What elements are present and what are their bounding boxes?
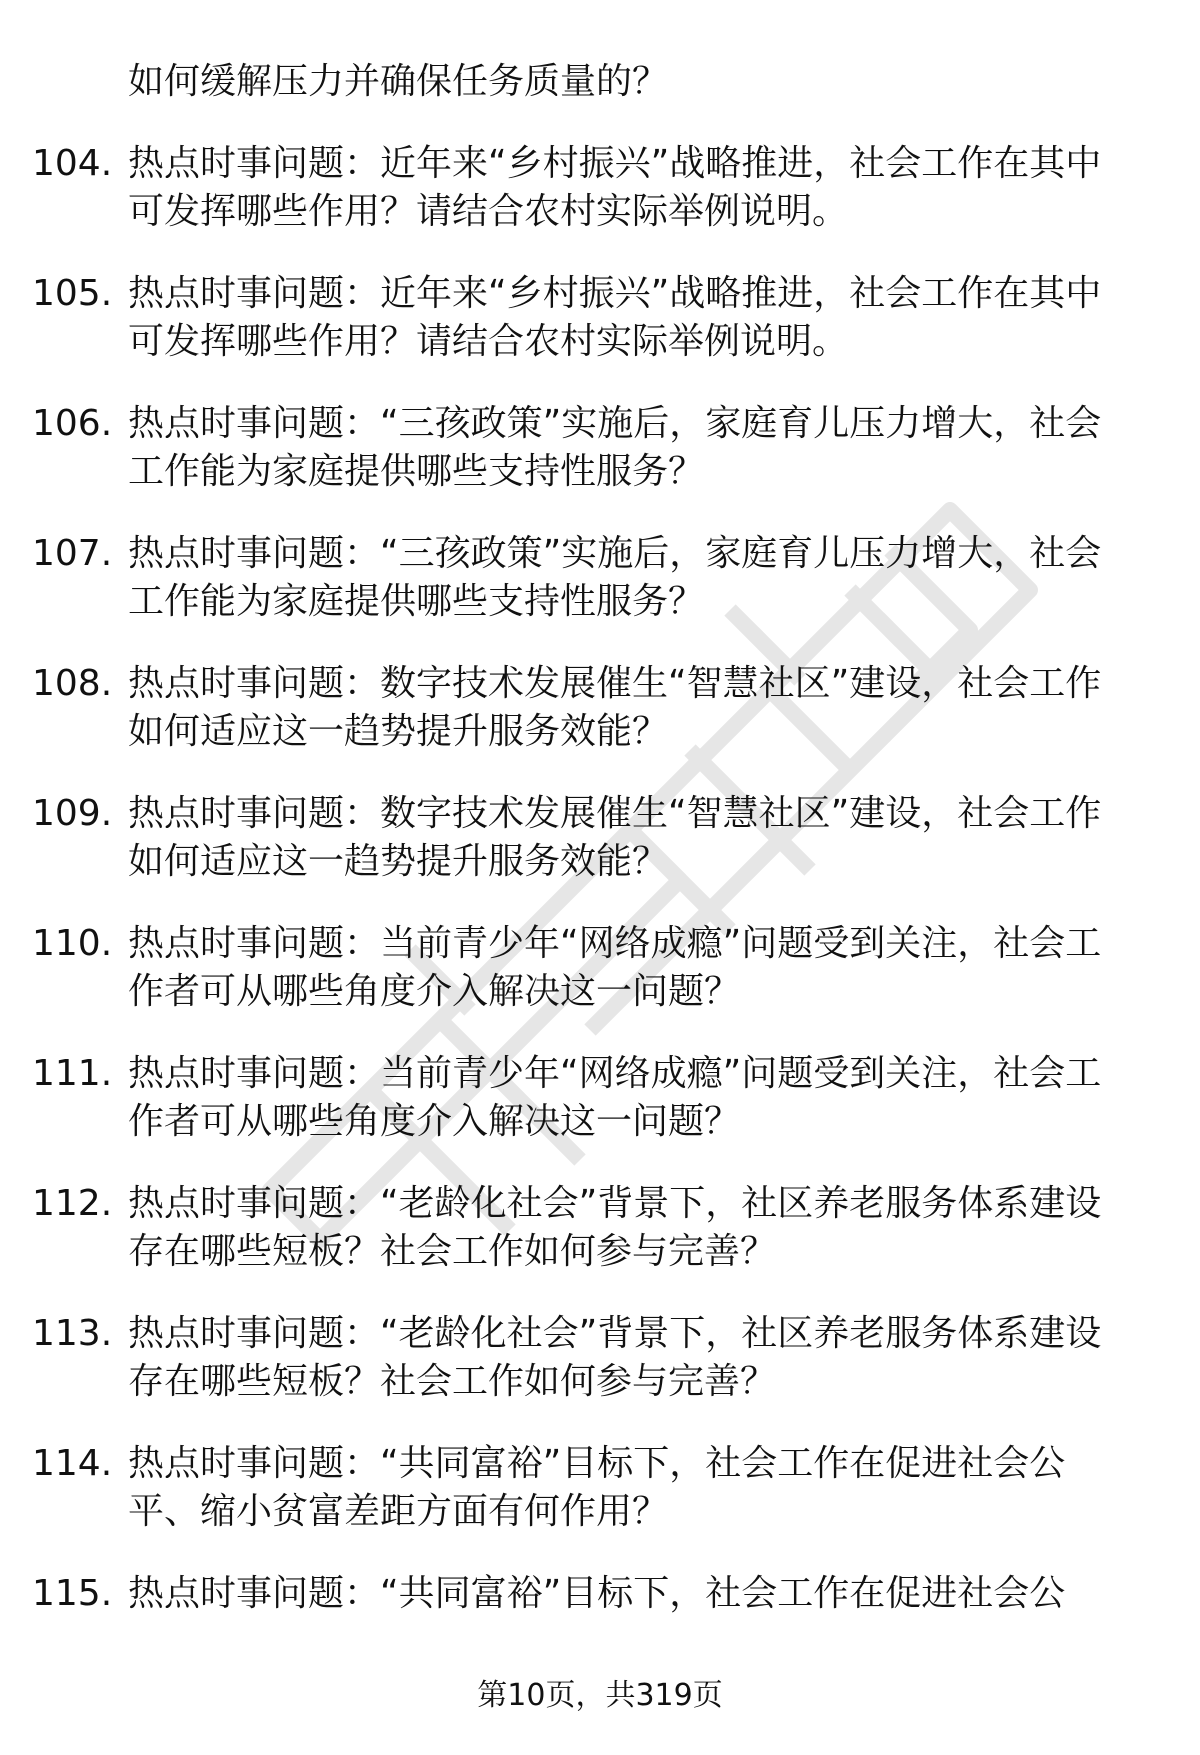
question-line: 如何适应这一趋势提升服务效能？ — [128, 711, 669, 752]
question-number: 108. — [32, 663, 113, 704]
question-number: 109. — [32, 793, 113, 834]
question-line: 热点时事问题：“共同富裕”目标下，社会工作在促进社会公 — [128, 1573, 1066, 1614]
question-text — [128, 1310, 1138, 1406]
question-number: 107. — [32, 533, 113, 574]
question-number: 114. — [32, 1443, 113, 1484]
question-item — [0, 790, 1200, 900]
question-item — [0, 1570, 1200, 1630]
page-footer: 第10页，共319页 — [477, 1678, 723, 1713]
question-item — [0, 1310, 1200, 1420]
question-number: 111. — [32, 1053, 113, 1094]
question-line: 工作能为家庭提供哪些支持性服务？ — [128, 581, 705, 622]
question-number: 112. — [32, 1183, 113, 1224]
question-text — [128, 530, 1138, 626]
question-item — [0, 660, 1200, 770]
question-line: 作者可从哪些角度介入解决这一问题？ — [128, 971, 741, 1012]
question-line: 热点时事问题：“老龄化社会”背景下，社区养老服务体系建设 — [128, 1313, 1102, 1354]
question-text — [128, 790, 1138, 886]
question-line: 作者可从哪些角度介入解决这一问题？ — [128, 1101, 741, 1142]
question-text — [128, 270, 1138, 366]
question-line: 热点时事问题：近年来“乡村振兴”战略推进，社会工作在其中 — [128, 273, 1102, 314]
question-number: 105. — [32, 273, 113, 314]
question-number: 110. — [32, 923, 113, 964]
question-line: 热点时事问题：当前青少年“网络成瘾”问题受到关注，社会工 — [128, 1053, 1102, 1094]
question-text — [128, 140, 1138, 236]
question-text — [128, 660, 1138, 756]
question-text — [128, 1050, 1138, 1146]
question-item — [0, 140, 1200, 250]
question-line: 可发挥哪些作用？请结合农村实际举例说明。 — [128, 321, 849, 362]
question-item — [0, 1440, 1200, 1550]
question-line: 热点时事问题：“老龄化社会”背景下，社区养老服务体系建设 — [128, 1183, 1102, 1224]
question-item — [0, 1050, 1200, 1160]
question-number: 104. — [32, 143, 113, 184]
question-text — [128, 920, 1138, 1016]
question-item — [0, 1180, 1200, 1290]
question-line: 工作能为家庭提供哪些支持性服务？ — [128, 451, 705, 492]
question-item — [0, 920, 1200, 1030]
question-line: 热点时事问题：数字技术发展催生“智慧社区”建设，社会工作 — [128, 663, 1102, 704]
question-line: 平、缩小贫富差距方面有何作用？ — [128, 1491, 669, 1532]
question-line: 如何适应这一趋势提升服务效能？ — [128, 841, 669, 882]
question-line: 热点时事问题：近年来“乡村振兴”战略推进，社会工作在其中 — [128, 143, 1102, 184]
question-line: 热点时事问题：“三孩政策”实施后，家庭育儿压力增大，社会 — [128, 403, 1102, 444]
question-item — [0, 270, 1200, 380]
question-number: 115. — [32, 1573, 113, 1614]
question-line: 热点时事问题：数字技术发展催生“智慧社区”建设，社会工作 — [128, 793, 1102, 834]
question-item — [0, 400, 1200, 510]
question-number: 106. — [32, 403, 113, 444]
question-line: 存在哪些短板？社会工作如何参与完善？ — [128, 1231, 777, 1272]
continuation-line: 如何缓解压力并确保任务质量的？ — [128, 61, 669, 102]
question-line: 可发挥哪些作用？请结合农村实际举例说明。 — [128, 191, 849, 232]
question-line: 存在哪些短板？社会工作如何参与完善？ — [128, 1361, 777, 1402]
question-line: 热点时事问题：“共同富裕”目标下，社会工作在促进社会公 — [128, 1443, 1066, 1484]
question-text — [128, 400, 1138, 496]
question-line: 热点时事问题：当前青少年“网络成瘾”问题受到关注，社会工 — [128, 923, 1102, 964]
question-text — [128, 1180, 1138, 1276]
question-text — [128, 1440, 1138, 1536]
question-line: 热点时事问题：“三孩政策”实施后，家庭育儿压力增大，社会 — [128, 533, 1102, 574]
question-number: 113. — [32, 1313, 113, 1354]
question-text — [128, 1570, 1138, 1618]
question-item — [0, 530, 1200, 640]
